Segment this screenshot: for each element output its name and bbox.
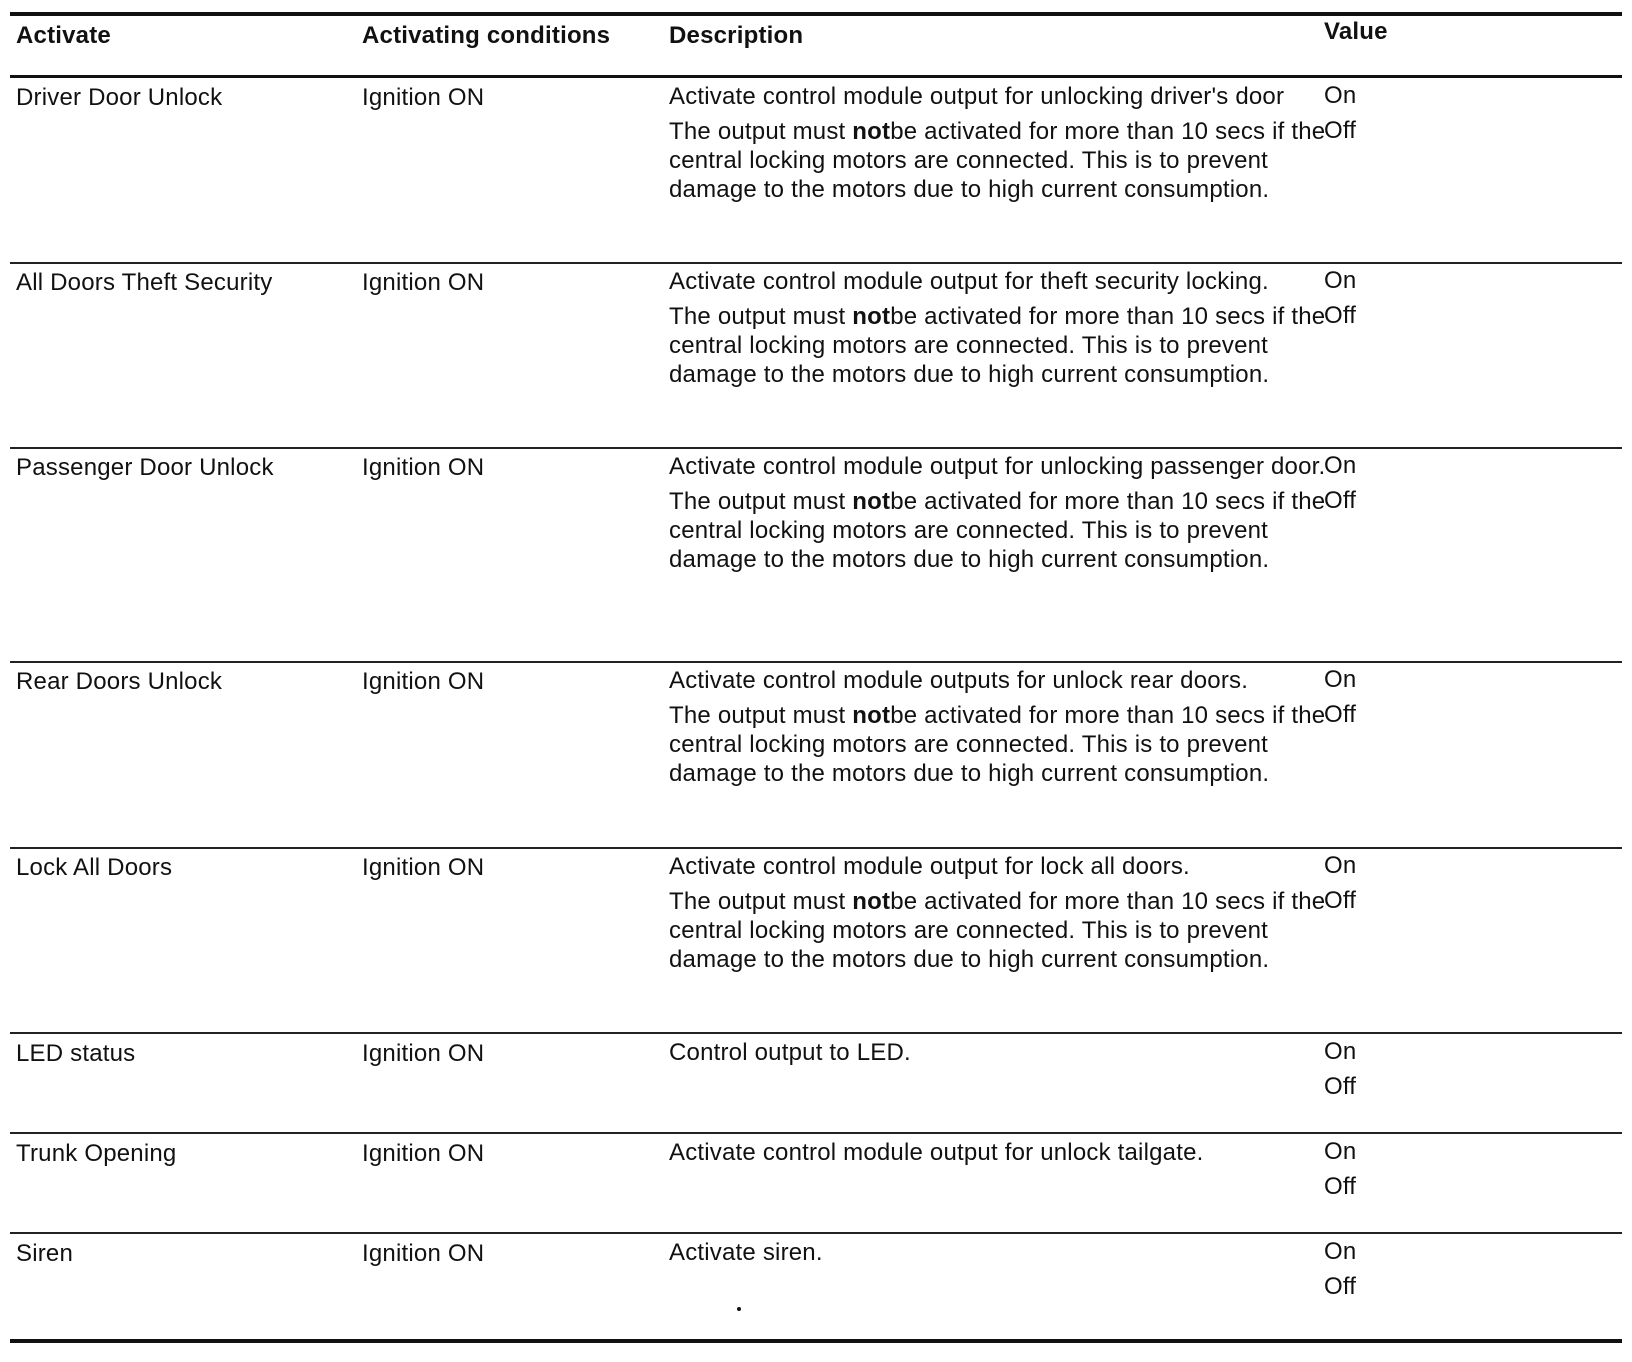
header-activate: Activate [16, 22, 111, 49]
value-on: On [1324, 82, 1357, 109]
scan-speck [737, 1307, 741, 1311]
value-on: On [1324, 1238, 1357, 1265]
note-pre: The output must [669, 702, 853, 729]
note-pre: The output must [669, 118, 853, 145]
row-value [1324, 851, 1356, 921]
description-text: Activate control module output for unlock tailgate. [669, 1139, 1204, 1166]
description-text: Control output to LED. [669, 1039, 911, 1066]
row-condition: Ignition ON [362, 1240, 485, 1267]
row-condition: Ignition ON [362, 854, 485, 881]
row-condition: Ignition ON [362, 84, 485, 111]
row-condition: Ignition ON [362, 454, 485, 481]
header-description: Description [669, 22, 804, 49]
row-divider [10, 1232, 1622, 1234]
description-text: Activate control module output for unlocking passenger door. [669, 453, 1326, 480]
row-description [669, 666, 1329, 794]
value-off: Off [1324, 1273, 1357, 1300]
row-value [1324, 451, 1356, 521]
row-activate: Rear Doors Unlock [16, 668, 223, 695]
row-activate: Trunk Opening [16, 1140, 177, 1167]
description-text: Activate control module output for theft security locking. [669, 268, 1269, 295]
row-description [669, 852, 1329, 980]
value-off: Off [1324, 1173, 1357, 1200]
note-bold: not [852, 702, 891, 729]
row-divider [10, 661, 1622, 663]
note-bold: not [852, 118, 891, 145]
row-condition: Ignition ON [362, 1040, 485, 1067]
header-bottom-rule [10, 75, 1622, 78]
row-condition: Ignition ON [362, 1140, 485, 1167]
row-activate: Driver Door Unlock [16, 84, 223, 111]
value-on: On [1324, 452, 1357, 479]
value-off: Off [1324, 302, 1357, 329]
row-activate: Passenger Door Unlock [16, 454, 274, 481]
row-description [669, 452, 1329, 580]
row-description [669, 82, 1329, 210]
value-off: Off [1324, 117, 1357, 144]
row-condition: Ignition ON [362, 668, 485, 695]
value-off: Off [1324, 701, 1357, 728]
activation-table [10, 0, 1622, 1362]
row-description [669, 1138, 1329, 1173]
row-activate: Lock All Doors [16, 854, 173, 881]
description-text: Activate control module output for lock all doors. [669, 853, 1190, 880]
row-activate: Siren [16, 1240, 74, 1267]
warning-note [669, 887, 1329, 974]
value-off: Off [1324, 487, 1357, 514]
note-post: be activated for more than 10 secs if the central locking motors are connected. This is to prevent damage to the motors due to high current consumption. [669, 488, 1326, 573]
row-activate: LED status [16, 1040, 136, 1067]
row-divider [10, 1032, 1622, 1034]
value-on: On [1324, 666, 1357, 693]
warning-note [669, 117, 1329, 204]
row-value [1324, 1237, 1356, 1307]
description-text: Activate control module output for unlocking driver's door [669, 83, 1285, 110]
warning-note [669, 701, 1329, 788]
row-description [669, 1038, 1329, 1073]
note-pre: The output must [669, 303, 853, 330]
value-on: On [1324, 1138, 1357, 1165]
note-bold: not [852, 303, 891, 330]
warning-note [669, 487, 1329, 574]
row-value [1324, 665, 1356, 735]
row-description [669, 1238, 1329, 1273]
note-post: be activated for more than 10 secs if the central locking motors are connected. This is to prevent damage to the motors due to high current consumption. [669, 118, 1326, 203]
value-on: On [1324, 1038, 1357, 1065]
value-on: On [1324, 267, 1357, 294]
row-value [1324, 1037, 1356, 1107]
note-pre: The output must [669, 888, 853, 915]
value-off: Off [1324, 1073, 1357, 1100]
value-on: On [1324, 852, 1357, 879]
row-divider [10, 447, 1622, 449]
row-value [1324, 1137, 1356, 1207]
note-post: be activated for more than 10 secs if the central locking motors are connected. This is to prevent damage to the motors due to high current consumption. [669, 888, 1326, 973]
table-bottom-rule [10, 1339, 1622, 1343]
note-bold: not [852, 888, 891, 915]
header-activating-conditions: Activating conditions [362, 22, 611, 49]
row-value [1324, 81, 1356, 151]
row-value [1324, 266, 1356, 336]
row-divider [10, 847, 1622, 849]
row-condition: Ignition ON [362, 269, 485, 296]
note-post: be activated for more than 10 secs if the central locking motors are connected. This is to prevent damage to the motors due to high current consumption. [669, 303, 1326, 388]
row-description [669, 267, 1329, 395]
row-activate: All Doors Theft Security [16, 269, 273, 296]
table-top-rule [10, 12, 1622, 16]
note-bold: not [852, 488, 891, 515]
warning-note [669, 302, 1329, 389]
row-divider [10, 1132, 1622, 1134]
description-text: Activate siren. [669, 1239, 823, 1266]
row-divider [10, 262, 1622, 264]
note-post: be activated for more than 10 secs if the central locking motors are connected. This is to prevent damage to the motors due to high current consumption. [669, 702, 1326, 787]
note-pre: The output must [669, 488, 853, 515]
value-off: Off [1324, 887, 1357, 914]
header-value: Value [1324, 18, 1388, 45]
description-text: Activate control module outputs for unlock rear doors. [669, 667, 1249, 694]
